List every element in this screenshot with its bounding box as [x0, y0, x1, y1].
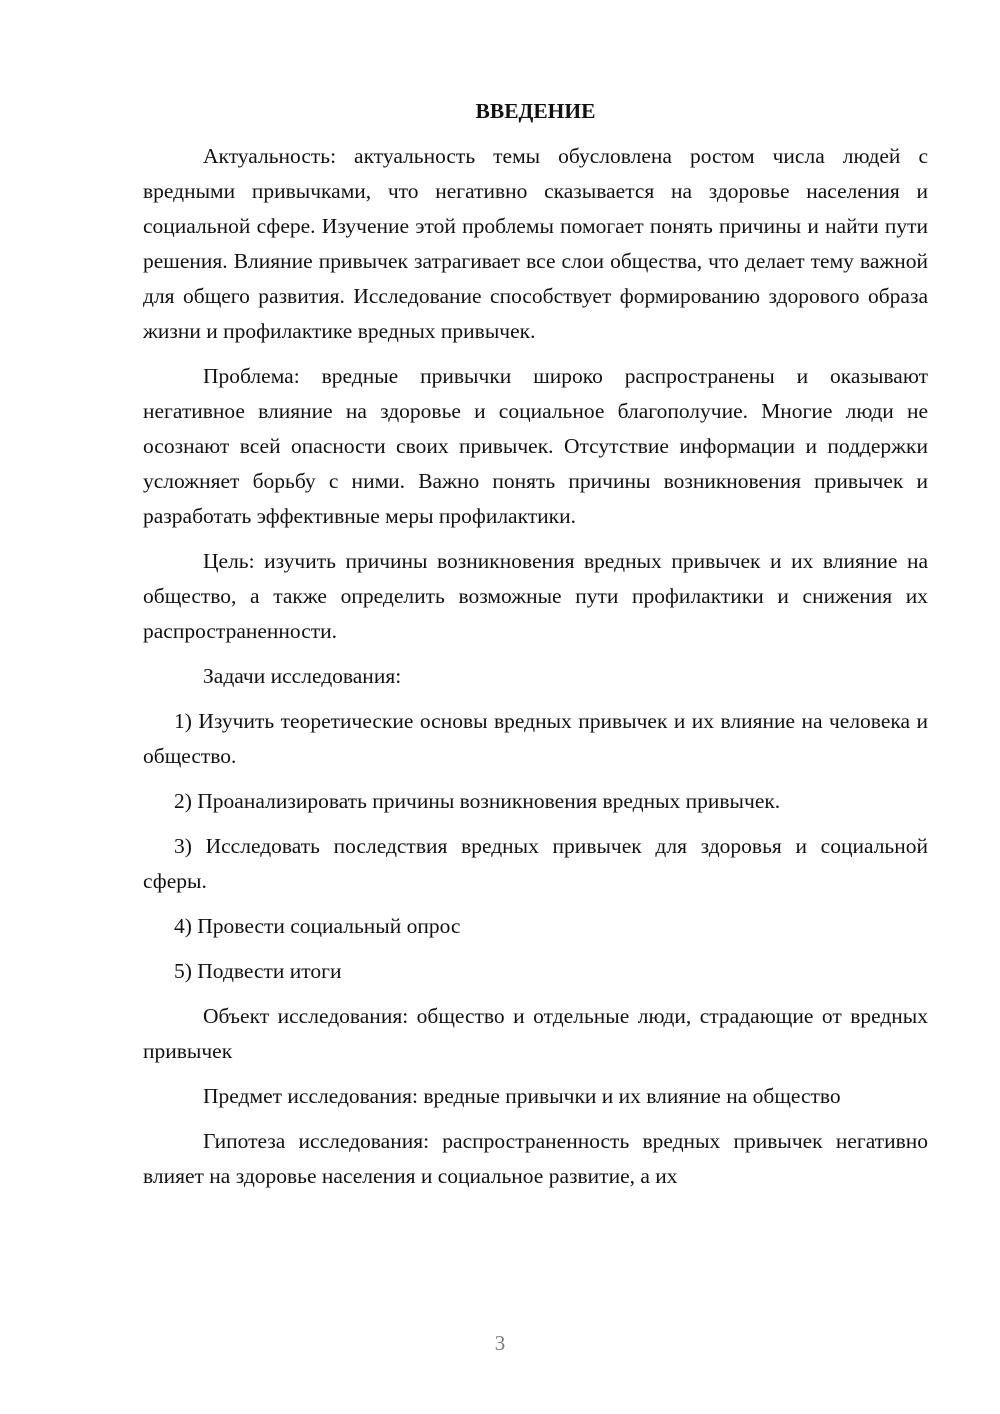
section-title: ВВЕДЕНИЕ: [475, 99, 596, 123]
subject-paragraph: Предмет исследования: вредные привычки и их влияние на общество: [203, 1084, 841, 1108]
task-item: 1) Изучить теоретические основы вредных привычек и их влияние на человека и общество.: [143, 709, 928, 768]
relevance-paragraph: Актуальность: актуальность темы обусловлена ростом числа людей с вредными привычками, что негативно сказывается на здоровье населения и социальной сфере. Изучение этой проблемы помогает понять причины и найти пути решения. Влияние привычек затрагивает все слои общества, что делает тему важной для общего развития. Исследование способствует формированию здорового образа жизни и профилактике вредных привычек.: [143, 144, 928, 343]
object-paragraph: Объект исследования: общество и отдельные люди, страдающие от вредных привычек: [143, 1004, 928, 1063]
page-number: 3: [494, 1331, 506, 1355]
hypothesis-paragraph: Гипотеза исследования: распространенность вредных привычек негативно влияет на здоровье населения и социальное развитие, а их: [143, 1129, 928, 1188]
page-content: [143, 94, 928, 1204]
problem-paragraph: Проблема: вредные привычки широко распространены и оказывают негативное влияние на здоровье и социальное благополучие. Многие люди не осознают всей опасности своих привычек. Отсутствие информации и поддержки усложняет борьбу с ними. Важно понять причины возникновения привычек и разработать эффективные меры профилактики.: [143, 364, 928, 528]
task-item: 3) Исследовать последствия вредных привычек для здоровья и социальной сферы.: [143, 834, 928, 893]
goal-paragraph: Цель: изучить причины возникновения вредных привычек и их влияние на общество, а также определить возможные пути профилактики и снижения их распространенности.: [143, 549, 928, 643]
tasks-heading: Задачи исследования:: [203, 664, 402, 688]
task-item: 5) Подвести итоги: [174, 959, 342, 983]
tasks-list: [143, 704, 928, 989]
task-item: 4) Провести социальный опрос: [174, 914, 461, 938]
task-item: 2) Проанализировать причины возникновения вредных привычек.: [174, 789, 781, 813]
